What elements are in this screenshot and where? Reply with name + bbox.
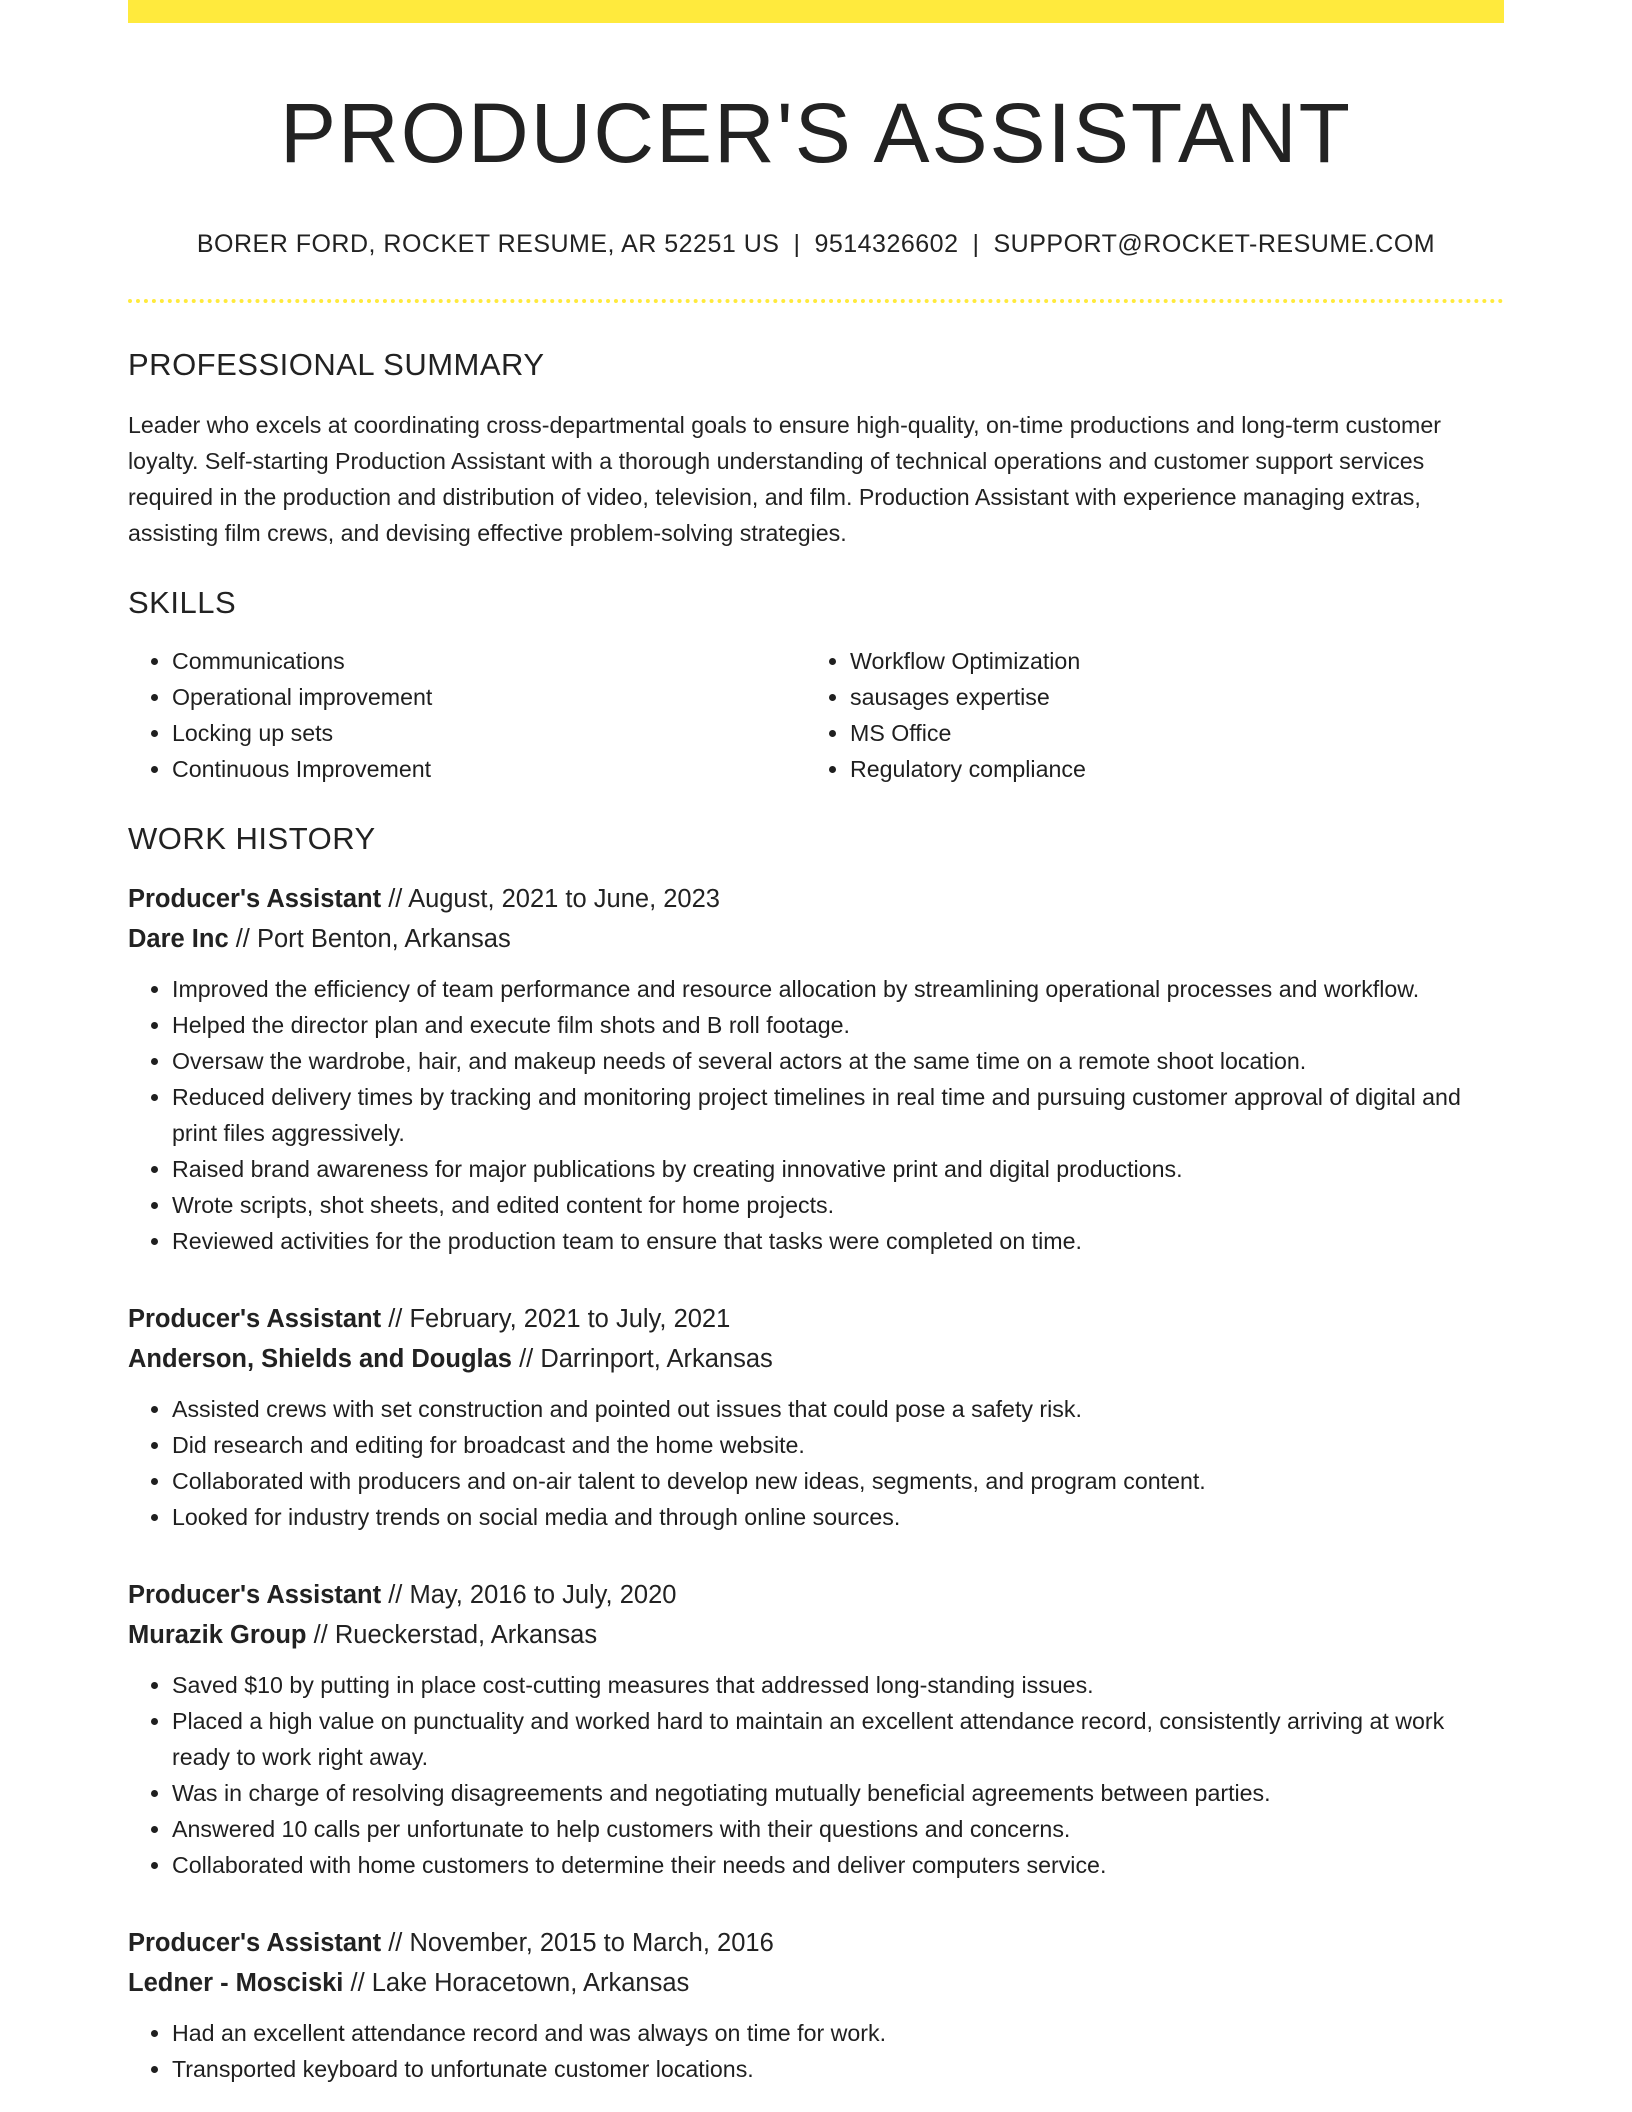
contact-separator: | xyxy=(793,229,801,258)
contact-email: SUPPORT@ROCKET-RESUME.COM xyxy=(993,229,1436,258)
summary-heading: PROFESSIONAL SUMMARY xyxy=(128,346,545,382)
job-bullet: • Improved the efficiency of team performance and resource allocation by streamlining operational processes and workflow. xyxy=(172,971,1504,1007)
job-location: Port Benton, Arkansas xyxy=(256,924,511,953)
skills-column-right xyxy=(806,643,1484,787)
skill-item: • sausages expertise xyxy=(850,679,1484,715)
job-bullet: • Wrote scripts, shot sheets, and edited content for home projects. xyxy=(172,1187,1504,1223)
job-bullets xyxy=(128,1667,1504,1883)
field-separator: // xyxy=(381,884,409,913)
job-bullet: • Transported keyboard to unfortunate customer locations. xyxy=(172,2051,1504,2087)
skills-list xyxy=(128,643,1504,787)
job-bullet: • Did research and editing for broadcast and the home website. xyxy=(172,1427,1504,1463)
job-entry xyxy=(128,1575,1504,1883)
summary-text: Leader who excels at coordinating cross-departmental goals to ensure high-quality, on-time productions and long-term customer loyalty. Self-starting Production Assistant with a thorough understanding of technical operations and customer support services required in the production and distribution of video, television, and film. Production Assistant with experience managing extras, assisting film crews, and devising effective problem-solving strategies. xyxy=(128,411,1441,546)
job-bullet: • Collaborated with producers and on-air talent to develop new ideas, segments, and program content. xyxy=(172,1463,1504,1499)
job-bullet: • Looked for industry trends on social media and through online sources. xyxy=(172,1499,1504,1535)
job-location: Rueckerstad, Arkansas xyxy=(334,1620,598,1649)
job-company-line xyxy=(128,1615,1504,1655)
field-separator: // xyxy=(381,1928,410,1957)
job-bullet: • Oversaw the wardrobe, hair, and makeup needs of several actors at the same time on a remote shoot location. xyxy=(172,1043,1504,1079)
job-title: Producer's Assistant xyxy=(128,1580,382,1609)
job-bullet: • Was in charge of resolving disagreements and negotiating mutually beneficial agreements between parties. xyxy=(172,1775,1504,1811)
job-entry xyxy=(128,1299,1504,1535)
skills-heading: SKILLS xyxy=(128,584,237,620)
job-bullet: • Collaborated with home customers to determine their needs and deliver computers service. xyxy=(172,1847,1504,1883)
job-bullet: • Had an excellent attendance record and was always on time for work. xyxy=(172,2015,1504,2051)
contact-line xyxy=(128,230,1504,259)
work-history-heading: WORK HISTORY xyxy=(128,820,376,856)
job-bullet: • Saved $10 by putting in place cost-cutting measures that addressed long-standing issues. xyxy=(172,1667,1504,1703)
job-company-line xyxy=(128,919,1504,959)
field-separator: // xyxy=(306,1620,335,1649)
job-bullet: • Reviewed activities for the production team to ensure that tasks were completed on time. xyxy=(172,1223,1504,1259)
job-bullets xyxy=(128,971,1504,1259)
job-title-line xyxy=(128,879,1504,919)
job-company-line xyxy=(128,1963,1504,2003)
job-company-line xyxy=(128,1339,1504,1379)
work-history-list xyxy=(128,879,1504,2087)
job-title: Producer's Assistant xyxy=(128,1928,382,1957)
skill-item: • Regulatory compliance xyxy=(850,751,1484,787)
field-separator: // xyxy=(228,924,257,953)
job-title-line xyxy=(128,1923,1504,1963)
skill-item: • Locking up sets xyxy=(172,715,806,751)
skill-item: • MS Office xyxy=(850,715,1484,751)
job-dates: February, 2021 to July, 2021 xyxy=(409,1304,731,1333)
contact-phone: 9514326602 xyxy=(814,229,959,258)
skill-item: • Continuous Improvement xyxy=(172,751,806,787)
skill-item: • Communications xyxy=(172,643,806,679)
skills-column-left xyxy=(128,643,806,787)
job-company: Dare Inc xyxy=(128,924,229,953)
job-dates: November, 2015 to March, 2016 xyxy=(409,1928,774,1957)
job-bullets xyxy=(128,2015,1504,2087)
dotted-divider xyxy=(128,299,1504,303)
job-entry xyxy=(128,1923,1504,2087)
job-company: Ledner - Mosciski xyxy=(128,1968,344,1997)
job-company: Murazik Group xyxy=(128,1620,307,1649)
contact-separator: | xyxy=(972,229,980,258)
accent-bar xyxy=(128,0,1504,23)
job-bullets xyxy=(128,1391,1504,1535)
contact-address: BORER FORD, ROCKET RESUME, AR 52251 US xyxy=(196,229,780,258)
skill-item: • Operational improvement xyxy=(172,679,806,715)
job-location: Lake Horacetown, Arkansas xyxy=(371,1968,690,1997)
job-title-line xyxy=(128,1299,1504,1339)
job-bullet: • Answered 10 calls per unfortunate to help customers with their questions and concerns. xyxy=(172,1811,1504,1847)
job-entry xyxy=(128,879,1504,1259)
job-title: Producer's Assistant xyxy=(128,1304,382,1333)
field-separator: // xyxy=(381,1304,410,1333)
job-location: Darrinport, Arkansas xyxy=(540,1344,773,1373)
job-dates: August, 2021 to June, 2023 xyxy=(408,884,720,913)
skill-item: • Workflow Optimization xyxy=(850,643,1484,679)
job-bullet: • Placed a high value on punctuality and worked hard to maintain an excellent attendance record, consistently arriving at work ready to work right away. xyxy=(172,1703,1504,1775)
job-bullet: • Assisted crews with set construction and pointed out issues that could pose a safety risk. xyxy=(172,1391,1504,1427)
job-title: Producer's Assistant xyxy=(128,884,382,913)
job-company: Anderson, Shields and Douglas xyxy=(128,1344,512,1373)
job-bullet: • Raised brand awareness for major publications by creating innovative print and digital productions. xyxy=(172,1151,1504,1187)
job-dates: May, 2016 to July, 2020 xyxy=(409,1580,677,1609)
resume-page xyxy=(128,0,1504,2087)
resume-name: PRODUCER'S ASSISTANT xyxy=(280,86,1352,180)
job-bullet: • Helped the director plan and execute film shots and B roll footage. xyxy=(172,1007,1504,1043)
field-separator: // xyxy=(343,1968,372,1997)
job-title-line xyxy=(128,1575,1504,1615)
field-separator: // xyxy=(381,1580,410,1609)
field-separator: // xyxy=(511,1344,541,1373)
job-bullet: • Reduced delivery times by tracking and monitoring project timelines in real time and pursuing customer approval of digital and print files aggressively. xyxy=(172,1079,1504,1151)
